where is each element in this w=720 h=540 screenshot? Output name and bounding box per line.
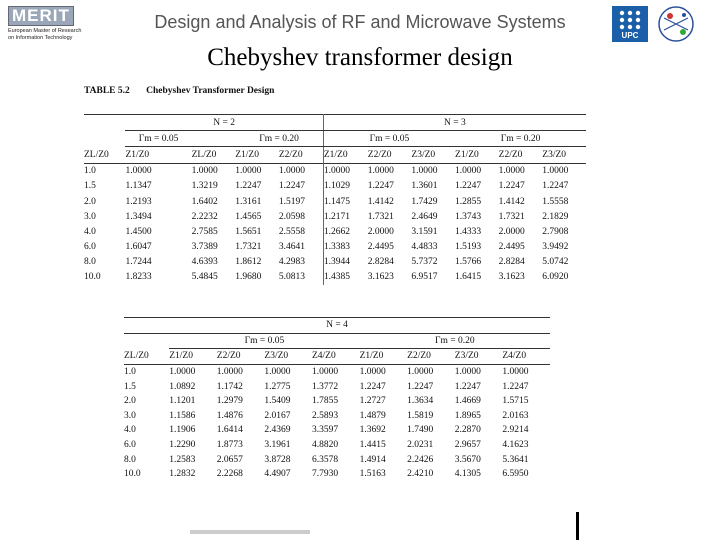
impedance-cell: 3.7389: [191, 242, 218, 253]
impedance-cell: 1.3944: [323, 257, 350, 268]
impedance-cell: 1.4385: [323, 272, 350, 283]
impedance-cell: 2.0000: [367, 226, 394, 237]
impedance-cell: 1.8773: [216, 440, 243, 451]
load-ratio-cell: 8.0: [84, 257, 96, 268]
column-header: ZL/Z0: [84, 149, 109, 160]
impedance-cell: 1.7321: [498, 211, 525, 222]
impedance-cell: 2.9657: [454, 440, 481, 451]
column-header: Z2/Z0: [498, 149, 523, 160]
table-row: [124, 452, 550, 467]
impedance-cell: 2.1829: [542, 211, 569, 222]
column-header: Z3/Z0: [454, 351, 479, 362]
impedance-cell: 1.7321: [367, 211, 394, 222]
impedance-cell: 2.2268: [216, 469, 243, 480]
course-title: Design and Analysis of RF and Microwave Systems: [154, 12, 566, 32]
impedance-cell: 2.2232: [191, 211, 218, 222]
table-title: Chebyshev Transformer Design: [146, 86, 275, 96]
table-row: [124, 438, 550, 453]
impedance-cell: 1.2247: [235, 181, 262, 192]
impedance-cell: 1.4333: [455, 226, 482, 237]
impedance-cell: 1.0000: [455, 166, 482, 177]
load-ratio-cell: 1.5: [84, 181, 96, 192]
impedance-cell: 1.9680: [235, 272, 262, 283]
gamma-header: Γm = 0.05: [323, 131, 455, 147]
impedance-cell: 3.1623: [498, 272, 525, 283]
impedance-cell: 2.5558: [279, 224, 323, 239]
upc-logo: [612, 6, 648, 42]
impedance-cell: 1.6047: [125, 242, 152, 253]
impedance-cell: 5.7372: [411, 257, 438, 268]
impedance-cell: 1.2979: [216, 396, 243, 407]
impedance-cell: 1.6415: [455, 272, 482, 283]
impedance-cell: 5.3641: [502, 454, 529, 465]
impedance-cell: 1.2583: [169, 454, 196, 465]
load-ratio-cell: 1.5: [124, 381, 136, 392]
impedance-cell: 1.1475: [323, 196, 350, 207]
column-header: Z2/Z0: [367, 149, 392, 160]
impedance-cell: 1.4142: [367, 196, 394, 207]
impedance-cell: 2.4210: [407, 469, 434, 480]
impedance-cell: 1.7244: [125, 257, 152, 268]
impedance-cell: 1.3219: [191, 181, 218, 192]
table-row: [124, 364, 550, 379]
impedance-cell: 1.2662: [323, 226, 350, 237]
impedance-cell: 2.0167: [264, 410, 291, 421]
impedance-cell: 5.4845: [191, 272, 218, 283]
table-row: [124, 379, 550, 394]
impedance-cell: 1.2247: [359, 381, 386, 392]
impedance-cell: 2.4369: [264, 425, 291, 436]
table-row: [84, 224, 586, 239]
impedance-cell: 1.8612: [235, 257, 262, 268]
impedance-cell: 1.8965: [454, 410, 481, 421]
impedance-cell: 2.8284: [498, 257, 525, 268]
gamma-header: Γm = 0.20: [360, 333, 550, 349]
research-group-logo-icon: [656, 4, 696, 44]
impedance-cell: 1.4142: [498, 196, 525, 207]
impedance-cell: 1.5819: [407, 410, 434, 421]
impedance-cell: 1.0000: [311, 367, 339, 378]
table-row: [124, 467, 550, 482]
group-header-n2: N = 2: [125, 115, 323, 131]
load-ratio-cell: 8.0: [124, 454, 136, 465]
impedance-cell: 1.0000: [279, 163, 323, 179]
column-header: Z1/Z0: [323, 149, 348, 160]
column-header: Z2/Z0: [216, 351, 241, 362]
impedance-cell: 1.4669: [454, 396, 481, 407]
column-header: Z2/Z0: [407, 351, 431, 362]
upc-logo-text: UPC: [621, 31, 639, 40]
impedance-cell: 5.0742: [542, 257, 569, 268]
impedance-cell: 6.9517: [411, 272, 438, 283]
impedance-cell: 1.0000: [191, 166, 218, 177]
impedance-cell: 1.4565: [235, 211, 262, 222]
impedance-cell: 3.3597: [311, 425, 339, 436]
column-header: Z4/Z0: [311, 351, 336, 362]
table-caption: [84, 86, 274, 96]
impedance-cell: 4.6393: [191, 257, 218, 268]
impedance-cell: 1.5409: [264, 396, 291, 407]
gamma-header: Γm = 0.20: [235, 131, 323, 147]
impedance-cell: 2.2870: [454, 425, 481, 436]
column-header: Z2/Z0: [279, 147, 323, 163]
impedance-cell: 4.8820: [311, 440, 339, 451]
gamma-header: Γm = 0.20: [455, 131, 586, 147]
impedance-cell: 4.1623: [502, 440, 529, 451]
chebyshev-table-n4: [124, 317, 550, 482]
impedance-cell: 1.2247: [455, 181, 482, 192]
load-ratio-cell: 4.0: [124, 425, 136, 436]
table-row: [124, 394, 550, 409]
impedance-cell: 1.0000: [125, 166, 152, 177]
column-header: Z1/Z0: [359, 351, 384, 362]
impedance-cell: 1.2832: [169, 469, 196, 480]
table-body-top: [84, 163, 586, 285]
load-ratio-cell: 6.0: [84, 242, 96, 253]
impedance-cell: 1.6402: [191, 196, 218, 207]
impedance-cell: 1.6414: [216, 425, 243, 436]
impedance-cell: 1.7321: [235, 242, 262, 253]
impedance-cell: 1.0000: [407, 367, 434, 378]
impedance-cell: 1.2247: [498, 181, 525, 192]
impedance-cell: 3.9492: [542, 242, 569, 253]
impedance-cell: 1.4415: [359, 440, 386, 451]
merit-logo-subtitle-line2: on Information Technology: [8, 34, 73, 41]
impedance-cell: 4.4833: [411, 242, 438, 253]
load-ratio-cell: 3.0: [84, 211, 96, 222]
impedance-cell: 1.3161: [235, 196, 262, 207]
load-ratio-cell: 2.0: [124, 396, 136, 407]
column-header: ZL/Z0: [124, 351, 149, 362]
impedance-cell: 3.4641: [279, 240, 323, 255]
impedance-cell: 5.0813: [279, 270, 323, 285]
impedance-cell: 1.2247: [279, 179, 323, 194]
impedance-cell: 1.2247: [407, 381, 434, 392]
impedance-cell: 2.7585: [191, 226, 218, 237]
impedance-cell: 2.5893: [311, 410, 339, 421]
impedance-cell: 2.0231: [407, 440, 434, 451]
impedance-cell: 1.4876: [216, 410, 243, 421]
table-row: [84, 163, 586, 179]
column-header: Z4/Z0: [502, 351, 527, 362]
impedance-cell: 1.1586: [169, 410, 196, 421]
impedance-cell: 1.0000: [502, 367, 529, 378]
merit-logo-subtitle-line1: European Master of Research: [8, 28, 82, 34]
impedance-cell: 1.0892: [169, 381, 196, 392]
load-ratio-cell: 2.0: [84, 196, 96, 207]
impedance-cell: 1.2247: [367, 181, 394, 192]
impedance-cell: 1.2855: [455, 196, 482, 207]
table-body-bottom: [124, 364, 550, 481]
impedance-cell: 1.3634: [407, 396, 434, 407]
impedance-cell: 6.3578: [311, 454, 339, 465]
group-header-n4: N = 4: [124, 318, 550, 334]
impedance-cell: 1.0000: [359, 367, 386, 378]
impedance-cell: 1.7855: [311, 396, 339, 407]
load-ratio-cell: 1.0: [124, 367, 136, 378]
impedance-cell: 2.7908: [542, 226, 569, 237]
impedance-cell: 3.8728: [264, 454, 291, 465]
impedance-cell: 2.0000: [498, 226, 525, 237]
impedance-cell: 3.1591: [411, 226, 438, 237]
impedance-cell: 3.1623: [367, 272, 394, 283]
impedance-cell: 1.3601: [411, 181, 438, 192]
table-row: [84, 255, 586, 270]
impedance-cell: 1.5197: [279, 194, 323, 209]
group-header-n3: N = 3: [323, 115, 586, 131]
impedance-cell: 1.4879: [359, 410, 386, 421]
impedance-cell: 1.3383: [323, 242, 350, 253]
impedance-cell: 1.2247: [542, 181, 569, 192]
impedance-cell: 3.5670: [454, 454, 481, 465]
merit-logo-mark: MERIT: [8, 6, 74, 26]
impedance-cell: 1.0000: [216, 367, 243, 378]
impedance-cell: 1.5558: [542, 196, 569, 207]
impedance-cell: 1.2290: [169, 440, 196, 451]
impedance-cell: 2.2426: [407, 454, 434, 465]
table-row: [84, 209, 586, 224]
impedance-cell: 1.2247: [454, 381, 481, 392]
table-footnote-fragment: [190, 530, 310, 534]
impedance-cell: 7.7930: [311, 469, 339, 480]
load-ratio-cell: 3.0: [124, 410, 136, 421]
load-ratio-cell: 4.0: [84, 226, 96, 237]
impedance-cell: 1.2193: [125, 196, 152, 207]
impedance-cell: 4.1305: [454, 469, 481, 480]
load-ratio-cell: 6.0: [124, 440, 136, 451]
gamma-header: Γm = 0.05: [169, 333, 359, 349]
load-ratio-cell: 10.0: [124, 469, 141, 480]
impedance-cell: 1.5163: [359, 469, 386, 480]
upc-logo-grid-icon: [612, 6, 648, 34]
slide-title: Chebyshev transformer design: [207, 44, 513, 71]
column-header: Z1/Z0: [455, 149, 479, 160]
column-header: Z3/Z0: [542, 149, 567, 160]
impedance-cell: 2.9214: [502, 425, 529, 436]
impedance-cell: 2.4495: [367, 242, 394, 253]
impedance-cell: 2.0657: [216, 454, 243, 465]
table-row: [124, 423, 550, 438]
impedance-cell: 6.0920: [542, 272, 569, 283]
impedance-cell: 2.8284: [367, 257, 394, 268]
column-header: Z3/Z0: [411, 149, 436, 160]
impedance-cell: 1.0000: [542, 166, 569, 177]
table-row: [84, 194, 586, 209]
chebyshev-table-n2-n3: [84, 114, 586, 285]
impedance-cell: 1.0000: [169, 367, 196, 378]
column-header: ZL/Z0: [191, 149, 217, 160]
column-header: Z1/Z0: [235, 149, 259, 160]
impedance-cell: 1.5715: [502, 396, 529, 407]
page-edge-mark: [576, 512, 579, 540]
impedance-cell: 1.3692: [359, 425, 386, 436]
impedance-cell: 6.5950: [502, 469, 529, 480]
impedance-cell: 3.1961: [264, 440, 291, 451]
impedance-cell: 1.7490: [407, 425, 434, 436]
impedance-cell: 1.2775: [264, 381, 291, 392]
table-row: [84, 270, 586, 285]
impedance-cell: 2.0598: [279, 209, 323, 224]
impedance-cell: 1.0000: [411, 166, 438, 177]
impedance-cell: 2.4495: [498, 242, 525, 253]
table-row: [84, 179, 586, 194]
gamma-header: Γm = 0.05: [125, 131, 191, 147]
impedance-cell: 4.4907: [264, 469, 291, 480]
impedance-cell: 1.1201: [169, 396, 196, 407]
impedance-cell: 1.2727: [359, 396, 386, 407]
impedance-cell: 1.3494: [125, 211, 152, 222]
impedance-cell: 1.1029: [323, 181, 350, 192]
impedance-cell: 1.1906: [169, 425, 196, 436]
impedance-cell: 1.0000: [454, 367, 481, 378]
impedance-cell: 1.4500: [125, 226, 152, 237]
impedance-cell: 1.7429: [411, 196, 438, 207]
impedance-cell: 1.1347: [125, 181, 152, 192]
impedance-cell: 1.4914: [359, 454, 386, 465]
load-ratio-cell: 1.0: [84, 166, 96, 177]
impedance-cell: 1.5193: [455, 242, 482, 253]
column-header: Z3/Z0: [264, 351, 289, 362]
impedance-cell: 1.0000: [264, 367, 291, 378]
impedance-cell: 1.3772: [311, 381, 339, 392]
impedance-cell: 1.0000: [498, 166, 525, 177]
load-ratio-cell: 10.0: [84, 272, 101, 283]
column-header: Z1/Z0: [169, 351, 193, 362]
impedance-cell: 1.5651: [235, 226, 262, 237]
impedance-cell: 2.0163: [502, 410, 529, 421]
impedance-cell: 1.3743: [455, 211, 482, 222]
impedance-cell: 1.2247: [502, 381, 529, 392]
impedance-cell: 4.2983: [279, 255, 323, 270]
impedance-cell: 1.0000: [367, 166, 394, 177]
impedance-cell: 1.1742: [216, 381, 243, 392]
impedance-cell: 1.0000: [323, 166, 350, 177]
column-header: Z1/Z0: [125, 149, 150, 160]
impedance-cell: 1.5766: [455, 257, 482, 268]
impedance-cell: 1.0000: [235, 166, 262, 177]
impedance-cell: 2.4649: [411, 211, 438, 222]
table-row: [84, 240, 586, 255]
table-row: [124, 409, 550, 424]
table-number: TABLE 5.2: [84, 86, 130, 96]
impedance-cell: 1.8233: [125, 272, 152, 283]
impedance-cell: 1.2171: [323, 211, 350, 222]
